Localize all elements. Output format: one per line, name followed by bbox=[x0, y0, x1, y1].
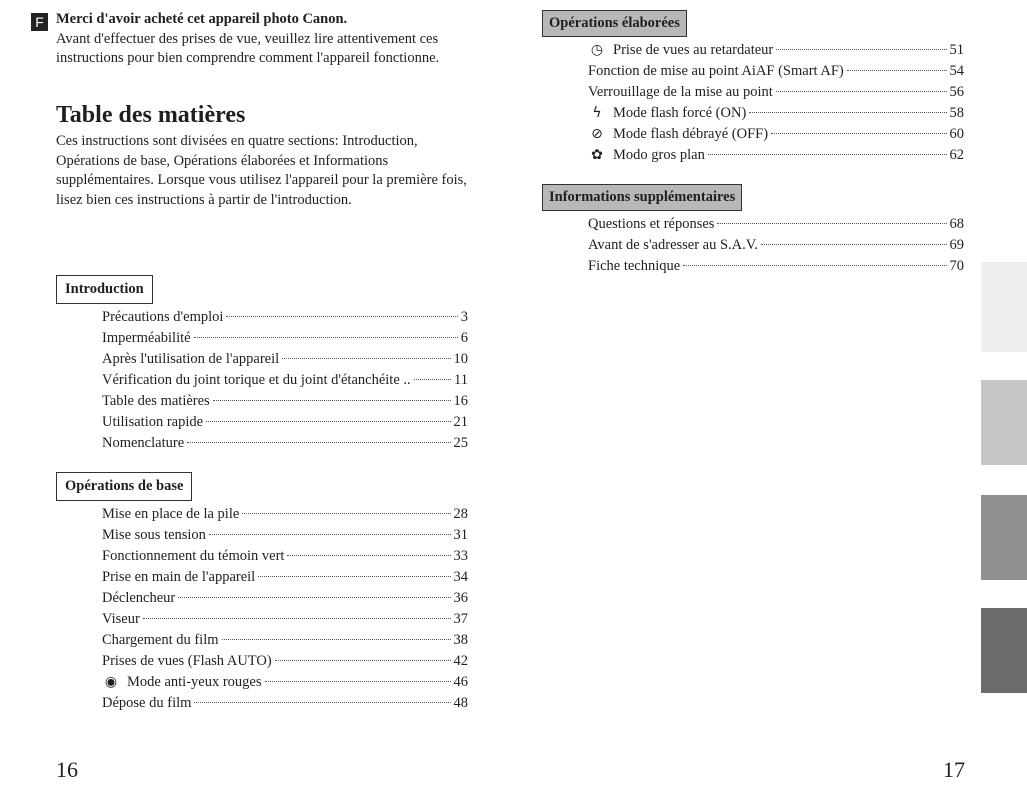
toc-entry-wrapper bbox=[588, 61, 844, 82]
dot-leader bbox=[287, 555, 450, 556]
toc-entry-label: Mise en place de la pile bbox=[102, 506, 240, 522]
toc-entry bbox=[102, 588, 468, 609]
toc-entry-label: Fonctionnement du témoin vert bbox=[102, 548, 285, 564]
edge-tab-informations bbox=[981, 608, 1027, 693]
toc-entry-wrapper bbox=[102, 588, 175, 609]
toc-entry-label: Mode flash forcé (ON) bbox=[613, 105, 747, 121]
dot-leader bbox=[776, 49, 946, 50]
dot-leader bbox=[749, 112, 946, 113]
toc-entry bbox=[102, 328, 468, 349]
toc-entry-page: 69 bbox=[949, 237, 964, 253]
dot-leader bbox=[206, 421, 450, 422]
toc-entry-label: Viseur bbox=[102, 611, 140, 627]
toc-entry-label: Dépose du film bbox=[102, 695, 192, 711]
toc-entry-page: 56 bbox=[949, 84, 964, 100]
toc-list-introduction bbox=[102, 307, 468, 454]
toc-entry-wrapper bbox=[102, 693, 191, 714]
toc-entry-label: Fonction de mise au point AiAF (Smart AF) bbox=[588, 63, 844, 79]
language-badge: F bbox=[31, 13, 48, 31]
toc-entry-wrapper bbox=[102, 609, 140, 630]
right-page bbox=[512, 0, 1027, 795]
dot-leader bbox=[275, 660, 451, 661]
toc-entry-wrapper bbox=[588, 124, 768, 145]
toc-entry bbox=[588, 40, 964, 61]
page-number-right: 17 bbox=[943, 757, 965, 782]
toc-entry-label: Déclencheur bbox=[102, 590, 176, 606]
dot-leader bbox=[226, 316, 457, 317]
section-heading-operations-elaborees: Opérations élaborées bbox=[542, 10, 687, 37]
toc-entry bbox=[102, 433, 468, 454]
edge-tab-introduction bbox=[981, 262, 1027, 352]
page-number-left: 16 bbox=[56, 757, 78, 782]
dot-leader bbox=[258, 576, 450, 577]
toc-entry-page: 38 bbox=[453, 632, 468, 648]
toc-entry-page: 10 bbox=[453, 351, 468, 367]
dot-leader bbox=[178, 597, 450, 598]
toc-entry bbox=[588, 235, 964, 256]
toc-entry-wrapper bbox=[102, 328, 191, 349]
toc-entry-label: Vérification du joint torique et du joint d'étanchéite .. bbox=[102, 372, 411, 388]
red-eye-icon: ◉ bbox=[104, 674, 118, 690]
dot-leader bbox=[194, 337, 458, 338]
flash-off-icon: ⊘ bbox=[591, 126, 603, 142]
dot-leader bbox=[282, 358, 450, 359]
dot-leader bbox=[194, 702, 450, 703]
toc-entry-label: Mode anti-yeux rouges bbox=[127, 674, 262, 690]
toc-entry-label: Chargement du film bbox=[102, 632, 219, 648]
left-page bbox=[0, 0, 500, 795]
toc-entry-wrapper bbox=[102, 370, 411, 391]
toc-entry-page: 16 bbox=[453, 393, 468, 409]
macro-flower-icon: ✿ bbox=[591, 147, 603, 163]
toc-entry-label: Verrouillage de la mise au point bbox=[588, 84, 773, 100]
toc-list-operations-base bbox=[102, 504, 468, 714]
dot-leader bbox=[187, 442, 450, 443]
toc-entry-label: Imperméabilité bbox=[102, 330, 191, 346]
toc-entry bbox=[102, 525, 468, 546]
toc-entry bbox=[102, 567, 468, 588]
toc-entry-wrapper bbox=[102, 651, 272, 672]
toc-entry bbox=[102, 391, 468, 412]
toc-entry bbox=[102, 349, 468, 370]
toc-entry-page: 54 bbox=[949, 63, 964, 79]
toc-entry bbox=[588, 103, 964, 124]
intro-text: Avant d'effectuer des prises de vue, veuillez lire attentivement ces instructions pour bien comprendre comment l'appareil fonctionne. bbox=[56, 30, 440, 66]
section-heading-informations: Informations supplémentaires bbox=[542, 184, 742, 211]
dot-leader bbox=[683, 265, 946, 266]
dot-leader bbox=[209, 534, 451, 535]
toc-entry-page: 21 bbox=[453, 414, 468, 430]
toc-entry-wrapper bbox=[102, 391, 210, 412]
toc-entry-label: Prise de vues au retardateur bbox=[613, 42, 774, 58]
toc-entry bbox=[102, 630, 468, 651]
toc-entry-wrapper bbox=[588, 256, 680, 277]
toc-entry bbox=[102, 504, 468, 525]
toc-entry-wrapper bbox=[588, 145, 705, 166]
toc-entry-page: 33 bbox=[453, 548, 468, 564]
toc-entry bbox=[102, 693, 468, 714]
toc-entry-label: Précautions d'emploi bbox=[102, 309, 224, 325]
toc-entry-label: Nomenclature bbox=[102, 435, 185, 451]
toc-entry-page: 31 bbox=[453, 527, 468, 543]
toc-description: Ces instructions sont divisées en quatre sections: Introduction, Opérations de base, Opérations élaborées et Informations supplémentaires. Lorsque vous utilisez l'appareil pour la première fois, lisez bien ces instructions à partir de l'introduction. bbox=[56, 133, 467, 208]
toc-entry bbox=[102, 370, 468, 391]
toc-entry-page: 58 bbox=[949, 105, 964, 121]
toc-entry-wrapper bbox=[102, 307, 223, 328]
toc-entry-wrapper bbox=[588, 40, 773, 61]
toc-entry-wrapper bbox=[102, 349, 279, 370]
dot-leader bbox=[708, 154, 947, 155]
intro-paragraph bbox=[56, 10, 476, 69]
dot-leader bbox=[242, 513, 450, 514]
toc-entry-wrapper bbox=[102, 672, 262, 693]
toc-entry-label: Table des matières bbox=[102, 393, 210, 409]
toc-entry bbox=[102, 307, 468, 328]
toc-entry-label: Mode flash débrayé (OFF) bbox=[613, 126, 769, 142]
toc-list-operations-elaborees bbox=[588, 40, 964, 166]
toc-entry-label: Après l'utilisation de l'appareil bbox=[102, 351, 280, 367]
dot-leader bbox=[414, 379, 451, 380]
dot-leader bbox=[776, 91, 947, 92]
toc-entry-page: 3 bbox=[460, 309, 468, 325]
toc-entry-page: 37 bbox=[453, 611, 468, 627]
dot-leader bbox=[222, 639, 451, 640]
toc-entry-page: 6 bbox=[460, 330, 468, 346]
toc-entry-label: Mise sous tension bbox=[102, 527, 206, 543]
flash-on-icon: ϟ bbox=[592, 105, 602, 121]
toc-entry-label: Prises de vues (Flash AUTO) bbox=[102, 653, 272, 669]
dot-leader bbox=[143, 618, 451, 619]
toc-entry-label: Questions et réponses bbox=[588, 216, 715, 232]
toc-entry-label: Fiche technique bbox=[588, 258, 681, 274]
toc-entry-page: 48 bbox=[453, 695, 468, 711]
toc-entry-label: Utilisation rapide bbox=[102, 414, 204, 430]
toc-entry-page: 60 bbox=[949, 126, 964, 142]
toc-entry bbox=[102, 412, 468, 433]
toc-entry bbox=[588, 256, 964, 277]
dot-leader bbox=[847, 70, 947, 71]
page-title: Table des matières bbox=[56, 102, 246, 128]
toc-entry-wrapper bbox=[588, 214, 714, 235]
dot-leader bbox=[761, 244, 947, 245]
toc-entry-page: 51 bbox=[949, 42, 964, 58]
toc-entry-page: 42 bbox=[453, 653, 468, 669]
toc-entry-wrapper bbox=[102, 504, 239, 525]
dot-leader bbox=[213, 400, 451, 401]
toc-entry-page: 28 bbox=[453, 506, 468, 522]
edge-tab-operations-base bbox=[981, 380, 1027, 465]
toc-entry-wrapper bbox=[102, 433, 184, 454]
toc-entry-wrapper bbox=[102, 567, 255, 588]
toc-entry bbox=[102, 609, 468, 630]
toc-entry bbox=[102, 672, 468, 693]
toc-entry-page: 11 bbox=[454, 372, 468, 388]
toc-entry-page: 34 bbox=[453, 569, 468, 585]
toc-entry-wrapper bbox=[588, 82, 773, 103]
toc-entry-wrapper bbox=[102, 525, 206, 546]
toc-entry-page: 68 bbox=[949, 216, 964, 232]
section-heading-introduction: Introduction bbox=[56, 275, 153, 304]
toc-entry bbox=[588, 214, 964, 235]
toc-entry bbox=[588, 145, 964, 166]
toc-entry-wrapper bbox=[588, 235, 758, 256]
toc-entry-label: Avant de s'adresser au S.A.V. bbox=[588, 237, 758, 253]
toc-entry-wrapper bbox=[102, 546, 284, 567]
intro-heading: Merci d'avoir acheté cet appareil photo Canon. bbox=[56, 11, 348, 27]
toc-entry-page: 70 bbox=[949, 258, 964, 274]
toc-entry-wrapper bbox=[588, 103, 746, 124]
toc-entry bbox=[588, 61, 964, 82]
toc-entry bbox=[588, 82, 964, 103]
toc-entry-label: Prise en main de l'appareil bbox=[102, 569, 256, 585]
self-timer-icon: ◷ bbox=[590, 42, 604, 58]
edge-tab-operations-elaborees bbox=[981, 495, 1027, 580]
toc-entry-wrapper bbox=[102, 412, 203, 433]
dot-leader bbox=[717, 223, 946, 224]
toc-entry-page: 62 bbox=[949, 147, 964, 163]
dot-leader bbox=[265, 681, 451, 682]
toc-entry-page: 46 bbox=[453, 674, 468, 690]
toc-entry-wrapper bbox=[102, 630, 219, 651]
toc-entry bbox=[102, 651, 468, 672]
toc-entry-page: 36 bbox=[453, 590, 468, 606]
toc-list-informations bbox=[588, 214, 964, 277]
section-heading-operations-base: Opérations de base bbox=[56, 472, 192, 501]
toc-entry bbox=[102, 546, 468, 567]
toc-entry-label: Modo gros plan bbox=[613, 147, 705, 163]
toc-entry-page: 25 bbox=[453, 435, 468, 451]
toc-entry bbox=[588, 124, 964, 145]
dot-leader bbox=[771, 133, 946, 134]
